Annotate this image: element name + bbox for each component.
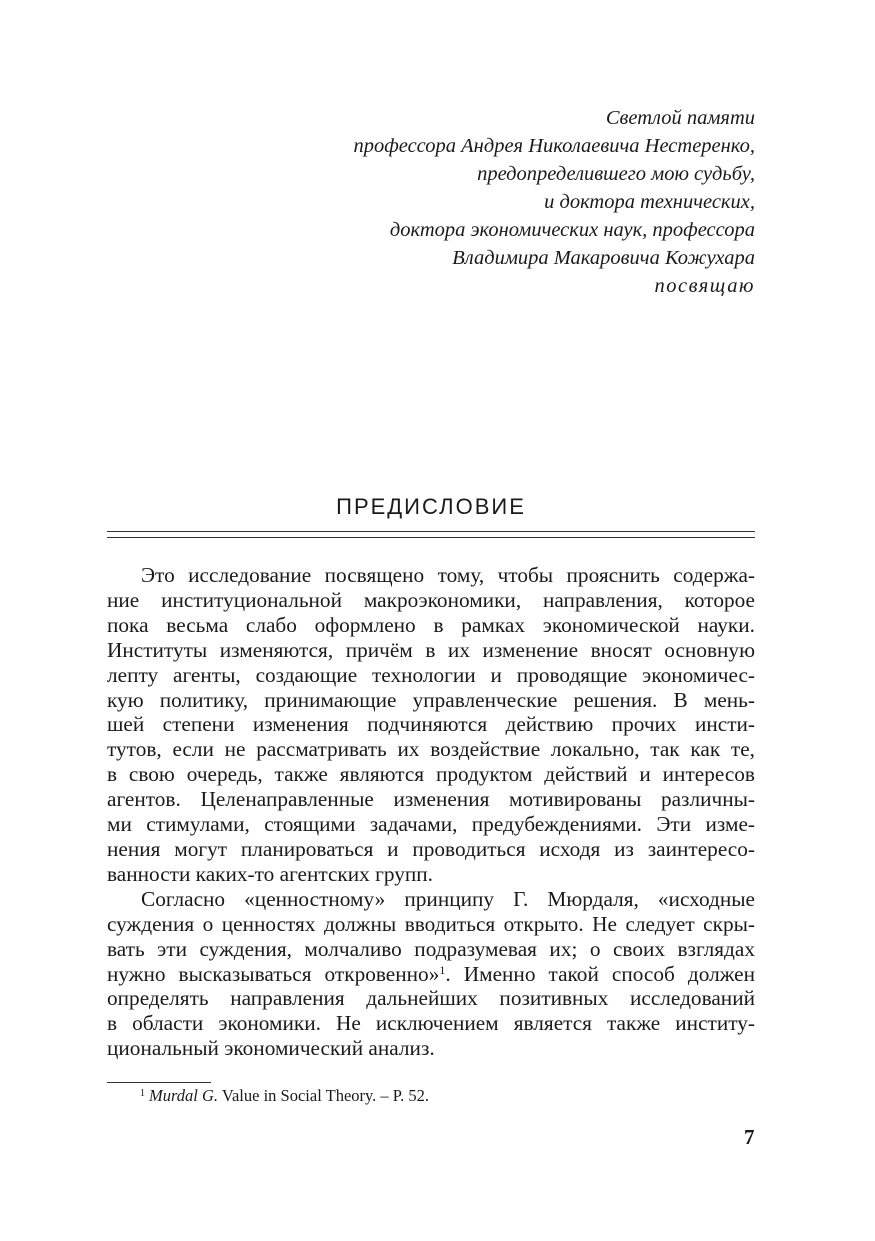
dedication-line: профессора Андрея Николаевича Нестеренко,	[353, 135, 755, 157]
text-line: нения могут планироваться и проводиться исходя из заинтересо-	[107, 836, 755, 861]
footnote-author: Murdal G.	[149, 1086, 219, 1105]
text-line: определять направления дальнейших позитивных исследований	[107, 986, 755, 1011]
text-line: в области экономики. Не исключением является также институ-	[107, 1011, 755, 1036]
dedication-line: Владимира Макаровича Кожухара	[452, 247, 755, 269]
text-line: Институты изменяются, причём в их изменение вносят основную	[107, 637, 755, 662]
dedication-line: Светлой памяти	[605, 107, 755, 129]
text-line: шей степени изменения подчиняются действию прочих инсти-	[107, 712, 755, 737]
title-rule-bottom	[107, 537, 755, 538]
text-segment: нужно высказываться откровенно»	[107, 961, 440, 986]
text-line: циональный экономический анализ.	[107, 1036, 435, 1061]
dedication-line: предопределившего мою судьбу,	[477, 163, 755, 185]
dedication-signature: посвящаю	[654, 275, 755, 297]
text-line: ванности каких-то агентских групп.	[107, 861, 434, 886]
footnote-reference[interactable]: 1	[439, 962, 446, 977]
dedication-line: и доктора технических,	[544, 191, 755, 213]
text-line: агентов. Целенаправленные изменения мотивированы различны-	[107, 787, 755, 812]
text-line: ние институциональной макроэкономики, направления, которое	[107, 587, 755, 612]
footnote-marker: 1	[140, 1088, 145, 1099]
text-line: в свою очередь, также являются продуктом действий и интересов	[107, 762, 755, 787]
page-number: 7	[744, 1125, 755, 1149]
text-line: кую политику, принимающие управленческие решения. В мень-	[107, 687, 755, 712]
text-line: Это исследование посвящено тому, чтобы прояснить содержа-	[141, 563, 755, 587]
text-line: ми стимулами, стоящими задачами, предубеждениями. Эти изме-	[107, 812, 755, 837]
footnote-rule	[107, 1082, 211, 1083]
text-line: пока весьма слабо оформлено в рамках экономической науки.	[107, 612, 755, 637]
dedication-line: доктора экономических наук, профессора	[389, 219, 755, 241]
section-title: ПРЕДИСЛОВИЕ	[336, 494, 526, 519]
text-line: тутов, если не рассматривать их воздействие локально, так как те,	[107, 737, 755, 762]
text-line: Согласно «ценностному» принципу Г. Мюрдаля, «исходные	[141, 886, 755, 911]
footnote-text: Value in Social Theory. – P. 52.	[218, 1086, 430, 1105]
text-line: суждения о ценностях должны вводиться открыто. Не следует скры-	[107, 911, 755, 936]
title-rule-top	[107, 531, 755, 532]
text-line: вать эти суждения, молчаливо подразумевая их; о своих взглядах	[107, 936, 755, 961]
footnote	[140, 1086, 429, 1106]
text-segment: . Именно такой способ должен	[445, 961, 755, 986]
dedication	[353, 104, 755, 300]
text-line: лепту агенты, создающие технологии и проводящие экономичес-	[107, 662, 755, 687]
body-text	[107, 563, 755, 1061]
text-line	[107, 962, 755, 987]
